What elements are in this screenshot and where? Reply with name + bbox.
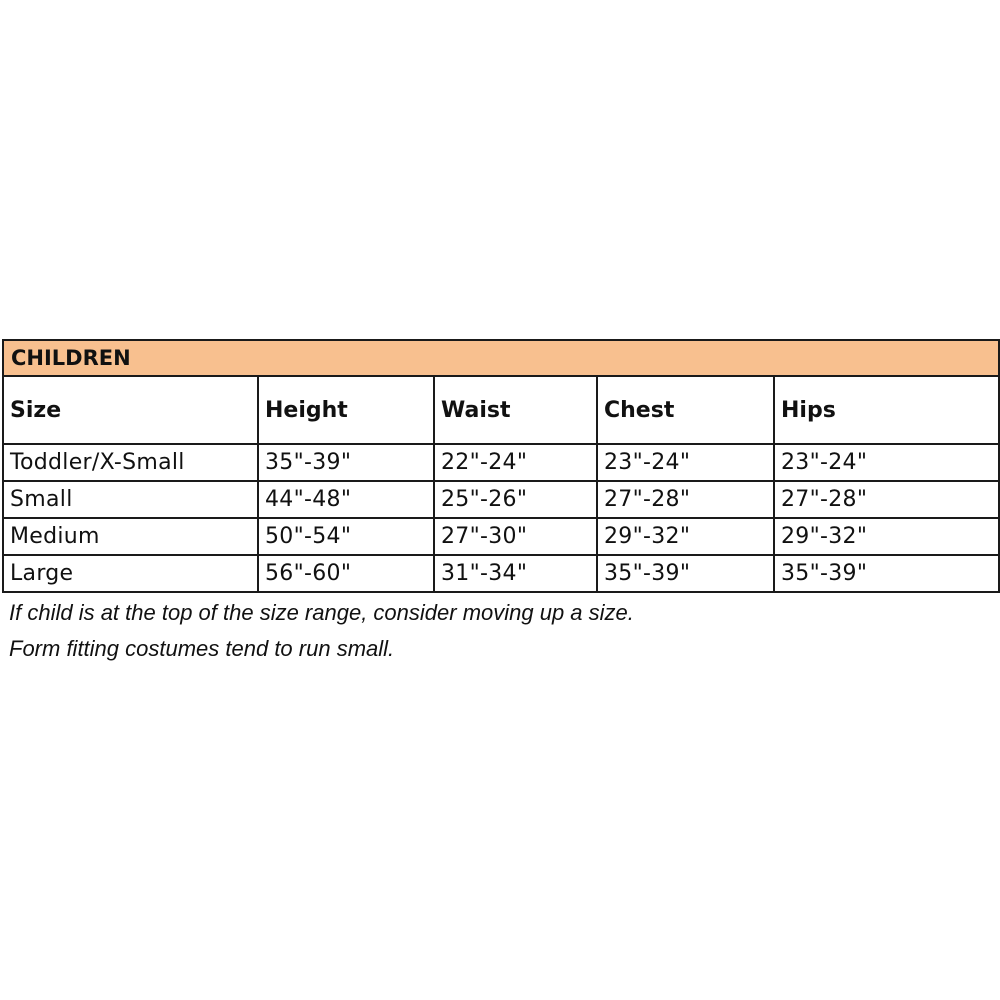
- cell-size: Small: [3, 481, 258, 518]
- cell-height: 44"-48": [258, 481, 434, 518]
- column-header-waist: Waist: [434, 376, 597, 444]
- cell-hips: 23"-24": [774, 444, 999, 481]
- cell-size: Large: [3, 555, 258, 592]
- table-row: [3, 518, 999, 555]
- table-title: CHILDREN: [3, 340, 999, 376]
- table-row: [3, 555, 999, 592]
- table-row: [3, 481, 999, 518]
- form-fitting-note: Form fitting costumes tend to run small.: [9, 636, 395, 661]
- cell-chest: 27"-28": [597, 481, 774, 518]
- cell-chest: 29"-32": [597, 518, 774, 555]
- table-row: [3, 444, 999, 481]
- column-header-size: Size: [3, 376, 258, 444]
- cell-waist: 27"-30": [434, 518, 597, 555]
- size-range-note: If child is at the top of the size range, consider moving up a size.: [9, 600, 634, 625]
- cell-waist: 31"-34": [434, 555, 597, 592]
- cell-hips: 29"-32": [774, 518, 999, 555]
- cell-height: 35"-39": [258, 444, 434, 481]
- cell-waist: 22"-24": [434, 444, 597, 481]
- cell-hips: 27"-28": [774, 481, 999, 518]
- cell-height: 56"-60": [258, 555, 434, 592]
- cell-waist: 25"-26": [434, 481, 597, 518]
- size-chart-table: [2, 339, 1000, 593]
- table-title-row: [3, 340, 999, 376]
- cell-size: Toddler/X-Small: [3, 444, 258, 481]
- cell-chest: 23"-24": [597, 444, 774, 481]
- column-header-height: Height: [258, 376, 434, 444]
- table-header-row: [3, 376, 999, 444]
- cell-chest: 35"-39": [597, 555, 774, 592]
- cell-hips: 35"-39": [774, 555, 999, 592]
- column-header-hips: Hips: [774, 376, 999, 444]
- column-header-chest: Chest: [597, 376, 774, 444]
- cell-size: Medium: [3, 518, 258, 555]
- cell-height: 50"-54": [258, 518, 434, 555]
